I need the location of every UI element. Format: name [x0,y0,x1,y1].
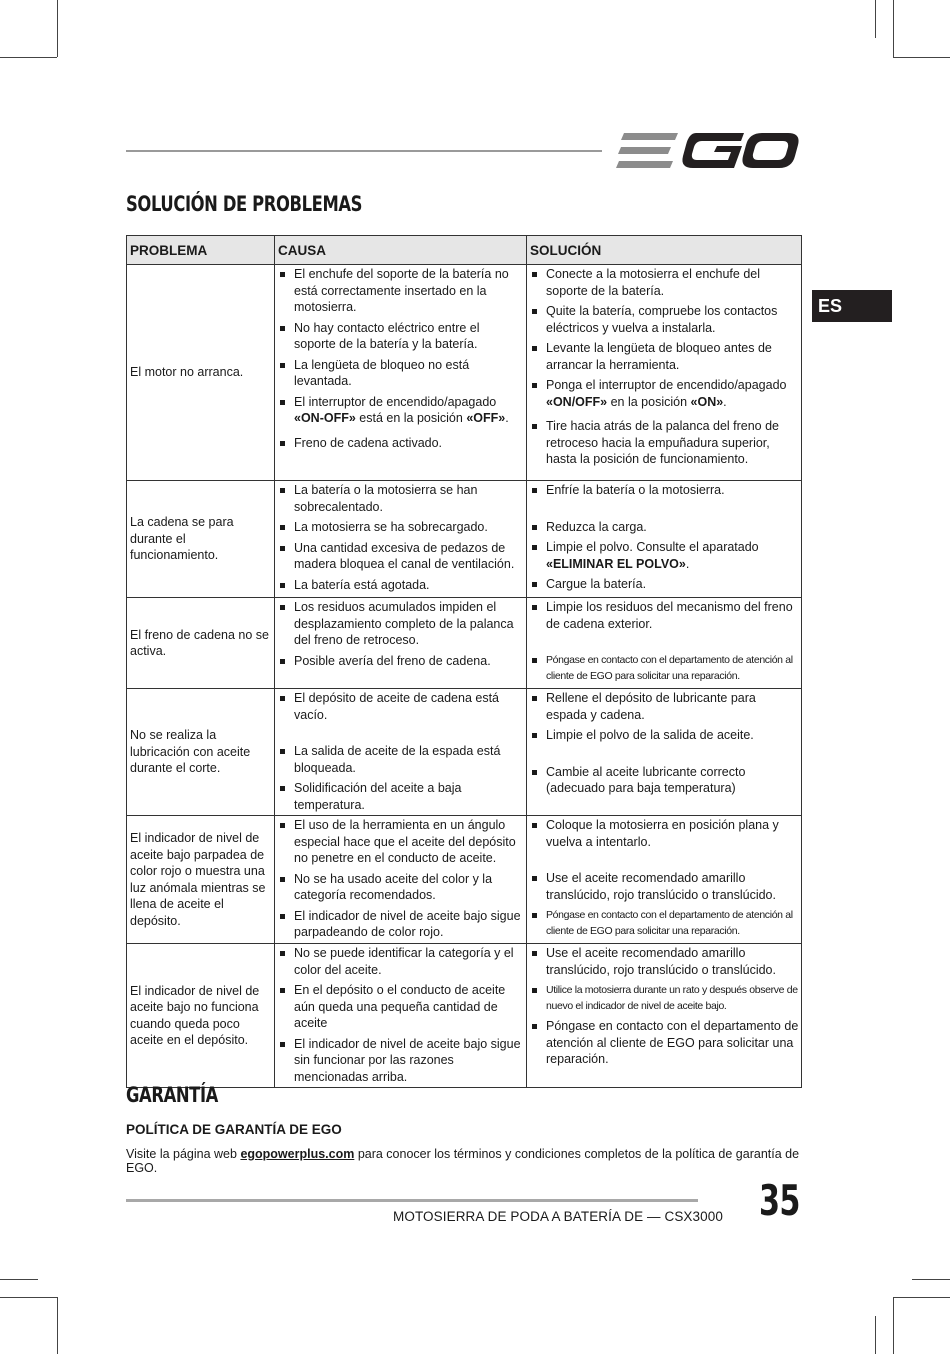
crop-mark [0,1279,38,1280]
solution-item: Limpie el polvo de la salida de aceite. [527,727,801,744]
solution-item: Cambie al aceite lubricante correcto (adecuado para baja temperatura) [527,764,801,797]
problem-cell: El indicador de nivel de aceite bajo no funciona cuando queda poco aceite en el depósito. [127,944,275,1088]
solution-item: Enfríe la batería o la motosierra. [527,482,801,499]
solution-item: Ponga el interruptor de encendido/apagado «ON/OFF» en la posición «ON». [527,377,801,410]
table-row [127,944,802,1088]
solution-cell [527,598,802,689]
cause-item: El enchufe del soporte de la batería no está correctamente insertado en la motosierra. [275,266,526,316]
cause-item: La batería está agotada. [275,577,526,594]
solution-item: Póngase en contacto con el departamento de atención al cliente de EGO para solicitar una reparación. [527,652,801,684]
cause-item: No se ha usado aceite del color y la categoría recomendados. [275,871,526,904]
solution-item: Levante la lengüeta de bloqueo antes de arrancar la herramienta. [527,340,801,373]
solution-item: Rellene el depósito de lubricante para espada y cadena. [527,690,801,723]
crop-mark [893,0,894,57]
cause-cell [275,481,527,598]
cause-item: En el depósito o el conducto de aceite aún queda una pequeña cantidad de aceite [275,982,526,1032]
solution-cell [527,944,802,1088]
table-row [127,816,802,944]
cause-item: No hay contacto eléctrico entre el soporte de la batería y la batería. [275,320,526,353]
cause-item: Posible avería del freno de cadena. [275,653,526,670]
cause-cell [275,265,527,481]
cause-item: Freno de cadena activado. [275,435,526,452]
solution-item: Coloque la motosierra en posición plana y vuelva a intentarlo. [527,817,801,850]
column-header-problem: PROBLEMA [127,236,275,265]
table-header-row [127,236,802,265]
solution-cell [527,265,802,481]
cause-item: La salida de aceite de la espada está bloqueada. [275,743,526,776]
problem-cell: El motor no arranca. [127,265,275,481]
cause-item: La batería o la motosierra se han sobrecalentado. [275,482,526,515]
cause-item: El indicador de nivel de aceite bajo sigue parpadeando de color rojo. [275,908,526,941]
solution-cell [527,689,802,816]
problem-cell: No se realiza la lubricación con aceite durante el corte. [127,689,275,816]
column-header-cause: CAUSA [275,236,527,265]
crop-mark [57,0,58,57]
solution-item: Quite la batería, compruebe los contactos eléctricos y vuelva a instalarla. [527,303,801,336]
warranty-title: GARANTÍA [126,1083,218,1107]
page-number: 35 [759,1176,800,1225]
solution-item: Use el aceite recomendado amarillo translúcido, rojo translúcido o translúcido. [527,945,801,978]
solution-item: Póngase en contacto con el departamento de atención al cliente de EGO para solicitar una reparación. [527,1018,801,1068]
solution-item: Reduzca la carga. [527,519,801,536]
solution-item: Tire hacia atrás de la palanca del freno de retroceso hacia la empuñadura superior, hasta la posición de funcionamiento. [527,418,801,468]
cause-item: La motosierra se ha sobrecargado. [275,519,526,536]
solution-cell [527,816,802,944]
cause-cell [275,689,527,816]
problem-cell: El indicador de nivel de aceite bajo parpadea de color rojo o muestra una luz anómala mientras se llena de aceite el depósito. [127,816,275,944]
table-row [127,598,802,689]
warranty-subtitle: POLÍTICA DE GARANTÍA DE EGO [126,1122,342,1137]
table-row [127,689,802,816]
crop-mark [893,1297,950,1298]
crop-mark [875,1316,876,1354]
cause-cell [275,944,527,1088]
crop-mark [0,1297,57,1298]
language-tab: ES [812,290,892,322]
crop-mark [57,1297,58,1354]
troubleshooting-title: SOLUCIÓN DE PROBLEMAS [126,192,363,216]
troubleshooting-table [126,235,802,1088]
solution-item: Use el aceite recomendado amarillo translúcido, rojo translúcido o translúcido. [527,870,801,903]
solution-item: Utilice la motosierra durante un rato y después observe de nuevo el indicador de nivel de aceite bajo. [527,982,801,1014]
solution-item: Limpie los residuos del mecanismo del freno de cadena exterior. [527,599,801,632]
warranty-link[interactable]: egopowerplus.com [240,1147,355,1161]
warranty-text: Visite la página web egopowerplus.com para conocer los términos y condiciones completos de la política de garantía de EGO. [126,1147,800,1175]
footer-product-title: MOTOSIERRA DE PODA A BATERÍA DE — CSX3000 [393,1209,723,1224]
cause-item: La lengüeta de bloqueo no está levantada. [275,357,526,390]
cause-item: El uso de la herramienta en un ángulo especial hace que el aceite del depósito no penetre en el conducto de aceite. [275,817,526,867]
table-row [127,265,802,481]
crop-mark [893,1297,894,1354]
header-rule [126,150,602,152]
solution-item: Póngase en contacto con el departamento de atención al cliente de EGO para solicitar una reparación. [527,907,801,939]
solution-item: Conecte a la motosierra el enchufe del soporte de la batería. [527,266,801,299]
crop-mark [0,57,57,58]
ego-logo [616,130,800,170]
table-row [127,481,802,598]
solution-item: Cargue la batería. [527,576,801,593]
cause-item: Los residuos acumulados impiden el desplazamiento completo de la palanca del freno de retroceso. [275,599,526,649]
solution-item: Limpie el polvo. Consulte el aparatado «ELIMINAR EL POLVO». [527,539,801,572]
cause-item: No se puede identificar la categoría y el color del aceite. [275,945,526,978]
footer-rule [126,1199,698,1202]
solution-cell [527,481,802,598]
cause-item: El depósito de aceite de cadena está vacío. [275,690,526,723]
problem-cell: La cadena se para durante el funcionamiento. [127,481,275,598]
cause-cell [275,598,527,689]
crop-mark [893,57,950,58]
crop-mark [912,1279,950,1280]
cause-cell [275,816,527,944]
cause-item: Una cantidad excesiva de pedazos de madera bloquea el canal de ventilación. [275,540,526,573]
cause-item: El interruptor de encendido/apagado «ON-OFF» está en la posición «OFF». [275,394,526,427]
column-header-solution: SOLUCIÓN [527,236,802,265]
cause-item: Solidificación del aceite a baja temperatura. [275,780,526,813]
cause-item: El indicador de nivel de aceite bajo sigue sin funcionar por las razones mencionadas arriba. [275,1036,526,1086]
crop-mark [875,0,876,38]
problem-cell: El freno de cadena no se activa. [127,598,275,689]
